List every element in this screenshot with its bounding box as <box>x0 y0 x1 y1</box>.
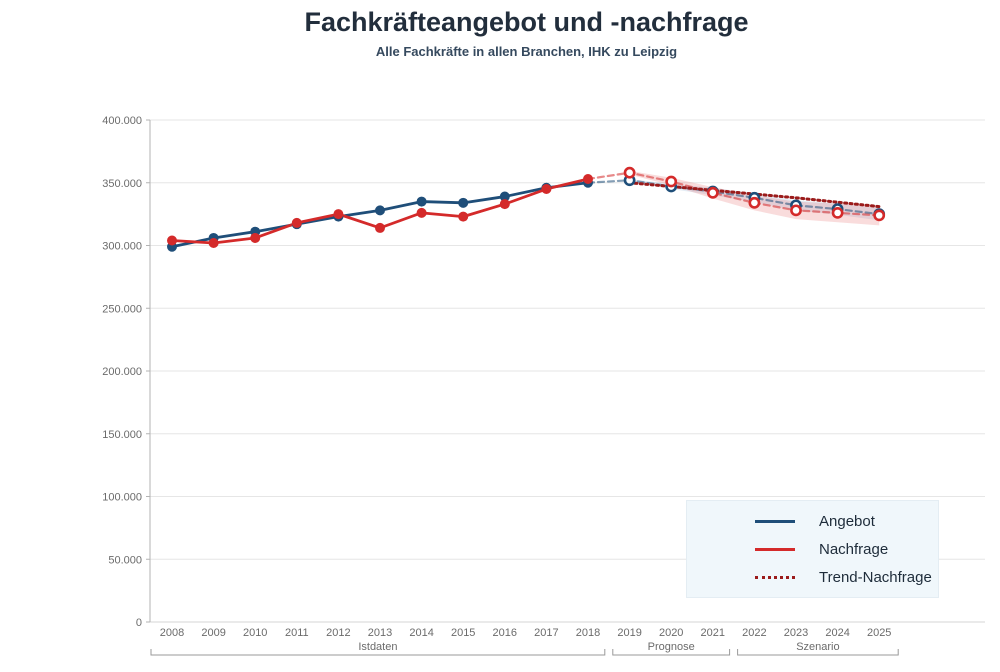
y-tick-label: 250.000 <box>102 303 142 316</box>
x-tick-label: 2011 <box>284 627 309 639</box>
x-tick-label: 2020 <box>658 627 684 639</box>
y-tick-label: 100.000 <box>102 491 142 504</box>
nachfrage-data-point <box>583 174 593 184</box>
section-label: Istdaten <box>358 641 398 653</box>
x-tick-label: 2018 <box>575 627 601 639</box>
nachfrage-data-point <box>458 212 468 222</box>
nachfrage-data-point <box>292 218 302 228</box>
x-tick-label: 2008 <box>159 627 185 639</box>
y-tick-label: 350.000 <box>102 177 142 190</box>
nachfrage-forecast-point <box>750 198 759 207</box>
trend-nachfrage-line-swatch <box>755 576 795 579</box>
nachfrage-forecast-point <box>625 168 634 177</box>
legend-item-nachfrage[interactable] <box>755 541 938 558</box>
legend-label-nachfrage: Nachfrage <box>819 540 889 558</box>
nachfrage-data-point <box>167 235 177 245</box>
nachfrage-data-point <box>417 208 427 218</box>
section-label: Szenario <box>796 641 840 653</box>
legend-item-trend-nachfrage[interactable] <box>755 569 938 586</box>
page-title: Fachkräfteangebot und -nachfrage <box>304 7 749 37</box>
x-tick-label: 2009 <box>201 627 226 639</box>
x-tick-label: 2013 <box>367 627 393 639</box>
y-tick-label: 300.000 <box>102 240 142 253</box>
nachfrage-forecast-point <box>667 177 676 186</box>
legend-label-angebot: Angebot <box>819 512 875 530</box>
x-tick-label: 2023 <box>783 627 809 639</box>
x-tick-label: 2017 <box>534 627 559 639</box>
legend <box>686 500 939 598</box>
nachfrage-forecast-point <box>708 188 717 197</box>
x-tick-label: 2024 <box>825 627 850 639</box>
nachfrage-data-point <box>250 233 260 243</box>
x-tick-label: 2022 <box>742 627 767 639</box>
nachfrage-data-point <box>333 209 343 219</box>
nachfrage-forecast-point <box>833 208 842 217</box>
x-tick-label: 2010 <box>242 627 268 639</box>
chart-header <box>53 4 1000 59</box>
nachfrage-data-point <box>500 199 510 209</box>
x-tick-label: 2015 <box>450 627 476 639</box>
x-tick-label: 2019 <box>617 627 642 639</box>
angebot-data-point <box>375 205 385 215</box>
legend-label-trend-nachfrage: Trend-Nachfrage <box>819 568 932 586</box>
nachfrage-data-point <box>541 184 551 194</box>
nachfrage-data-point <box>209 238 219 248</box>
angebot-line-swatch <box>755 520 795 523</box>
y-tick-label: 200.000 <box>102 366 142 378</box>
nachfrage-forecast-point <box>875 211 884 220</box>
y-tick-label: 400.000 <box>102 115 142 127</box>
page-subtitle: Alle Fachkräfte in allen Branchen, IHK zu Leipzig <box>375 44 678 60</box>
x-tick-label: 2012 <box>326 627 351 639</box>
nachfrage-forecast-point <box>791 206 800 215</box>
angebot-data-point <box>458 198 468 208</box>
section-label: Prognose <box>647 641 695 653</box>
y-tick-label: 50.000 <box>108 554 142 567</box>
x-tick-label: 2025 <box>866 627 892 639</box>
x-tick-label: 2014 <box>409 627 434 639</box>
x-tick-label: 2016 <box>492 627 518 639</box>
y-tick-label: 0 <box>135 617 142 629</box>
legend-item-angebot[interactable] <box>755 513 938 530</box>
nachfrage-data-point <box>375 223 385 233</box>
y-tick-label: 150.000 <box>102 428 142 441</box>
nachfrage-line-swatch <box>755 548 795 551</box>
x-tick-label: 2021 <box>700 627 726 639</box>
angebot-data-point <box>417 197 427 207</box>
